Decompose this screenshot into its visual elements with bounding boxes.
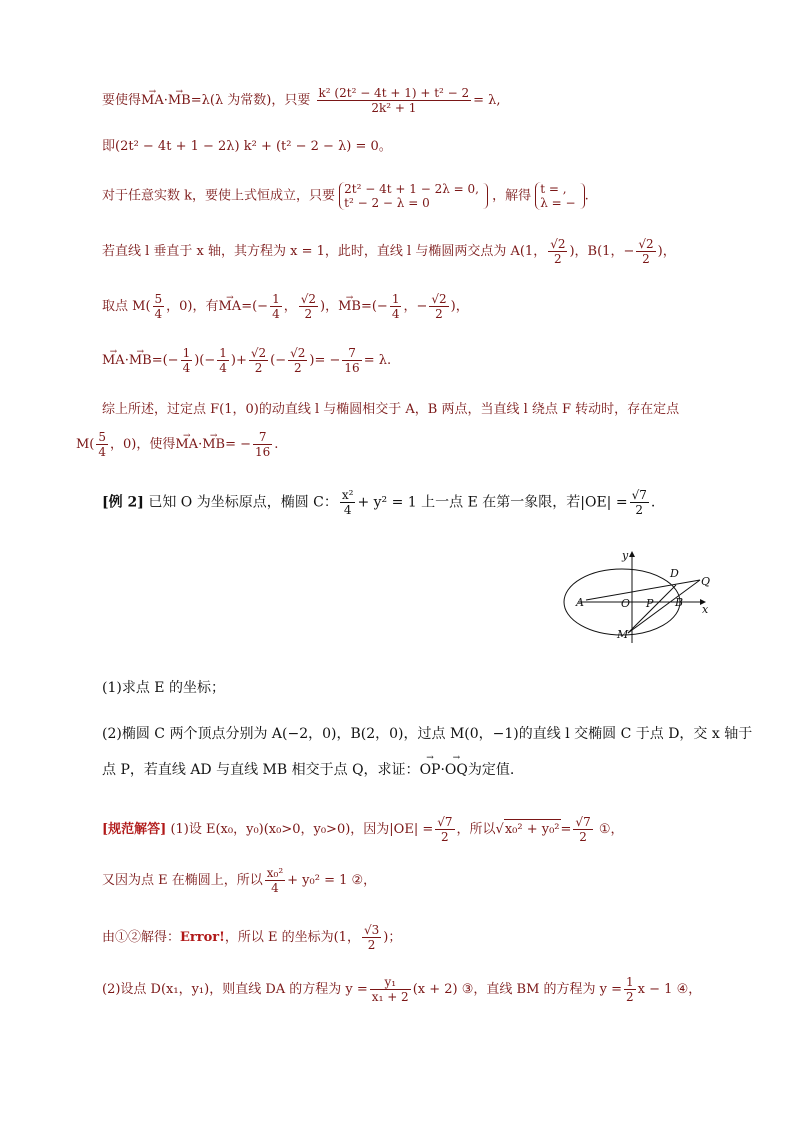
vector-oq: → OQ bbox=[445, 762, 468, 778]
fraction bbox=[548, 237, 567, 266]
label-p: P bbox=[646, 597, 654, 610]
denominator: 16 bbox=[344, 361, 360, 375]
fraction bbox=[317, 86, 472, 115]
numerator: 1 bbox=[182, 346, 191, 360]
solution-tag: [规范解答] bbox=[102, 822, 167, 837]
text: (1)求点 E 的坐标； bbox=[102, 680, 225, 696]
question-2-line-2 bbox=[102, 759, 514, 779]
text: )； bbox=[383, 930, 402, 945]
fraction bbox=[636, 237, 655, 266]
numerator: √2 bbox=[290, 346, 306, 360]
numerator: 1 bbox=[219, 346, 227, 360]
text: + y² = 1 上一点 E 在第一象限，若|OE| = bbox=[357, 494, 628, 511]
equation: λ = − bbox=[540, 196, 576, 210]
numerator: y₁ bbox=[370, 975, 411, 990]
text: (2)设点 D(x₁，y₁)，则直线 DA 的方程为 y = bbox=[102, 982, 368, 997]
numerator: 7 bbox=[342, 346, 361, 361]
text: ，所以 bbox=[456, 822, 496, 837]
vector-mb: → MB bbox=[168, 91, 191, 111]
fraction bbox=[630, 488, 649, 517]
numerator: √7 bbox=[575, 815, 591, 829]
text: 由①②解得： bbox=[102, 930, 181, 945]
denominator: 2k² + 1 bbox=[371, 101, 417, 115]
vector-mb: → MB bbox=[338, 297, 361, 317]
text: . bbox=[650, 494, 656, 511]
denominator: 4 bbox=[154, 307, 163, 321]
text: 已知 O 为坐标原点，椭圆 C： bbox=[143, 494, 338, 511]
fraction bbox=[288, 346, 307, 375]
text: = bbox=[560, 822, 572, 837]
text: 若直线 l 垂直于 x 轴，其方程为 x = 1，此时，直线 l 与椭圆两交点为 A(1， bbox=[102, 244, 547, 259]
numerator: 1 bbox=[626, 975, 634, 989]
denominator: 2 bbox=[435, 307, 443, 321]
solution-part-2-line-1 bbox=[102, 975, 701, 1004]
vector-ma: → MA bbox=[102, 351, 125, 371]
denominator: 4 bbox=[391, 307, 400, 321]
numerator: √2 bbox=[250, 346, 267, 360]
text: =λ(λ 为常数)，只要 bbox=[190, 93, 311, 108]
denominator: 2 bbox=[254, 361, 263, 375]
y-axis-arrow bbox=[629, 551, 635, 557]
denominator: 2 bbox=[579, 830, 587, 844]
text: =(− bbox=[241, 299, 269, 314]
denominator: 4 bbox=[98, 445, 107, 459]
solution-line-3 bbox=[102, 182, 589, 210]
text: ①， bbox=[594, 822, 624, 837]
text: = λ. bbox=[363, 353, 392, 368]
label-x: x bbox=[702, 603, 709, 616]
text: )，B(1，− bbox=[569, 244, 635, 259]
text: 对于任意实数 k，要使上式恒成立，只要 bbox=[102, 188, 336, 204]
denominator: x₁ + 2 bbox=[371, 990, 409, 1004]
fraction bbox=[390, 292, 402, 321]
text: · bbox=[163, 93, 168, 108]
numerator: 1 bbox=[272, 292, 280, 306]
text: · bbox=[124, 353, 129, 368]
numerator: 5 bbox=[154, 292, 163, 306]
text: . bbox=[274, 437, 279, 452]
vector-op: → OP bbox=[420, 762, 441, 778]
fraction bbox=[435, 815, 454, 844]
fraction bbox=[181, 346, 193, 375]
equation-system bbox=[339, 182, 479, 210]
text: ，所以 E 的坐标为(1， bbox=[224, 930, 360, 945]
equation: t² − 2 − λ = 0 bbox=[344, 196, 430, 210]
solution-line-2 bbox=[102, 137, 392, 157]
solution-part-1-line-3 bbox=[102, 923, 401, 952]
solution-line-5 bbox=[102, 292, 469, 321]
solution-system bbox=[535, 182, 575, 210]
label-o: O bbox=[621, 597, 631, 610]
fraction bbox=[217, 346, 229, 375]
vector-ma: → MA bbox=[175, 435, 198, 455]
text: )， bbox=[657, 244, 676, 259]
label-q: Q bbox=[701, 575, 711, 588]
ellipse-figure bbox=[560, 545, 720, 645]
denominator: 2 bbox=[554, 252, 562, 266]
vector-mb: → MB bbox=[202, 435, 225, 455]
text: ，解得 bbox=[492, 188, 532, 204]
solution-line-6 bbox=[102, 346, 391, 375]
solution-line-7 bbox=[102, 400, 679, 420]
label-m: M bbox=[617, 628, 629, 641]
text: ，− bbox=[403, 299, 428, 314]
denominator: 2 bbox=[304, 307, 313, 321]
question-2-line-1 bbox=[102, 723, 752, 743]
solution-part-1 bbox=[102, 815, 624, 844]
fraction bbox=[429, 292, 448, 321]
text: =(− bbox=[151, 353, 179, 368]
fraction bbox=[265, 866, 285, 895]
text: · bbox=[440, 762, 445, 778]
numerator: √7 bbox=[437, 815, 453, 829]
numerator: 7 bbox=[253, 430, 272, 445]
text: = − bbox=[225, 437, 252, 452]
example-tag: [例 2] bbox=[102, 494, 144, 511]
text: 又因为点 E 在椭圆上，所以 bbox=[102, 873, 263, 888]
text: 为定值. bbox=[467, 762, 515, 778]
denominator: 4 bbox=[272, 307, 280, 321]
denominator: 4 bbox=[271, 881, 279, 895]
radicand: x₀² + y₀² bbox=[504, 819, 561, 840]
text: M( bbox=[76, 437, 95, 452]
example-heading bbox=[102, 488, 655, 517]
denominator: 2 bbox=[293, 361, 302, 375]
text: . bbox=[584, 188, 589, 204]
numerator: √2 bbox=[300, 292, 316, 306]
numerator: x² bbox=[341, 488, 354, 502]
numerator: √3 bbox=[363, 923, 380, 937]
error-field: Error! bbox=[180, 930, 225, 945]
numerator: k² (2t² − 4t + 1) + t² − 2 bbox=[318, 86, 470, 100]
numerator: √7 bbox=[631, 488, 647, 502]
denominator: 2 bbox=[635, 503, 644, 517]
equation: t = , bbox=[540, 182, 567, 196]
numerator: √2 bbox=[550, 237, 566, 251]
brace-close bbox=[483, 183, 488, 209]
text: )(− bbox=[194, 353, 216, 368]
label-d: D bbox=[670, 567, 679, 580]
text: ，0)，使得 bbox=[110, 437, 176, 452]
text: )+ bbox=[230, 353, 247, 368]
text: √ bbox=[495, 822, 504, 837]
denominator: 4 bbox=[343, 503, 352, 517]
text: 取点 M( bbox=[102, 299, 151, 314]
vector-ma: → MA bbox=[141, 91, 164, 111]
label-y: y bbox=[622, 549, 629, 562]
denominator: 2 bbox=[367, 938, 376, 952]
fraction bbox=[249, 346, 268, 375]
text: (− bbox=[270, 353, 287, 368]
fraction bbox=[342, 346, 361, 375]
text: = λ, bbox=[473, 93, 501, 108]
fraction bbox=[370, 975, 411, 1004]
fraction bbox=[96, 430, 108, 459]
solution-line-8 bbox=[76, 430, 278, 459]
fraction bbox=[624, 975, 636, 1004]
text: · bbox=[198, 437, 203, 452]
text: (x + 2) ③，直线 BM 的方程为 y = bbox=[412, 982, 623, 997]
fraction bbox=[299, 292, 318, 321]
numerator: 5 bbox=[98, 430, 107, 444]
text: ， bbox=[283, 299, 297, 314]
denominator: 16 bbox=[255, 445, 271, 459]
equation: 2t² − 4t + 1 − 2λ = 0, bbox=[344, 182, 479, 196]
denominator: 2 bbox=[441, 830, 449, 844]
text: )= − bbox=[309, 353, 341, 368]
numerator: √2 bbox=[431, 292, 447, 306]
label-a: A bbox=[576, 596, 584, 609]
text: + y₀² = 1 ②， bbox=[287, 873, 377, 888]
numerator: x₀² bbox=[266, 866, 284, 880]
text: ，0)，有 bbox=[166, 299, 219, 314]
vector-ma: → MA bbox=[219, 297, 242, 317]
numerator: √2 bbox=[638, 237, 654, 251]
fraction bbox=[253, 430, 272, 459]
fraction bbox=[153, 292, 165, 321]
text: 综上所述，过定点 F(1，0)的动直线 l 与椭圆相交于 A，B 两点，当直线 l 绕点 F 转动时，存在定点 bbox=[102, 402, 680, 417]
solution-line-1 bbox=[102, 86, 501, 115]
fraction bbox=[270, 292, 282, 321]
vector-mb: → MB bbox=[129, 351, 152, 371]
denominator: 2 bbox=[642, 252, 650, 266]
text: )， bbox=[450, 299, 469, 314]
denominator: 4 bbox=[182, 361, 191, 375]
denominator: 4 bbox=[219, 361, 227, 375]
solution-part-1-line-2 bbox=[102, 866, 376, 895]
fraction bbox=[340, 488, 356, 517]
text: (1)设 E(x₀，y₀)(x₀>0，y₀>0)，因为|OE| = bbox=[166, 822, 434, 837]
text: =(− bbox=[360, 299, 388, 314]
text: 即(2t² − 4t + 1 − 2λ) k² + (t² − 2 − λ) = 0。 bbox=[102, 139, 392, 154]
text: 点 P，若直线 AD 与直线 MB 相交于点 Q，求证： bbox=[102, 762, 420, 778]
solution-line-4 bbox=[102, 237, 676, 266]
text: 要使得 bbox=[102, 93, 142, 108]
text: (2)椭圆 C 两个顶点分别为 A(−2，0)，B(2，0)，过点 M(0，−1)的直线 l 交椭圆 C 于点 D，交 x 轴于 bbox=[102, 726, 753, 742]
numerator: 1 bbox=[391, 292, 400, 306]
text: x − 1 ④， bbox=[637, 982, 702, 997]
text: )， bbox=[320, 299, 339, 314]
question-1 bbox=[102, 677, 225, 697]
label-b: B bbox=[675, 596, 684, 609]
denominator: 2 bbox=[626, 990, 634, 1004]
fraction bbox=[362, 923, 381, 952]
fraction bbox=[573, 815, 592, 844]
